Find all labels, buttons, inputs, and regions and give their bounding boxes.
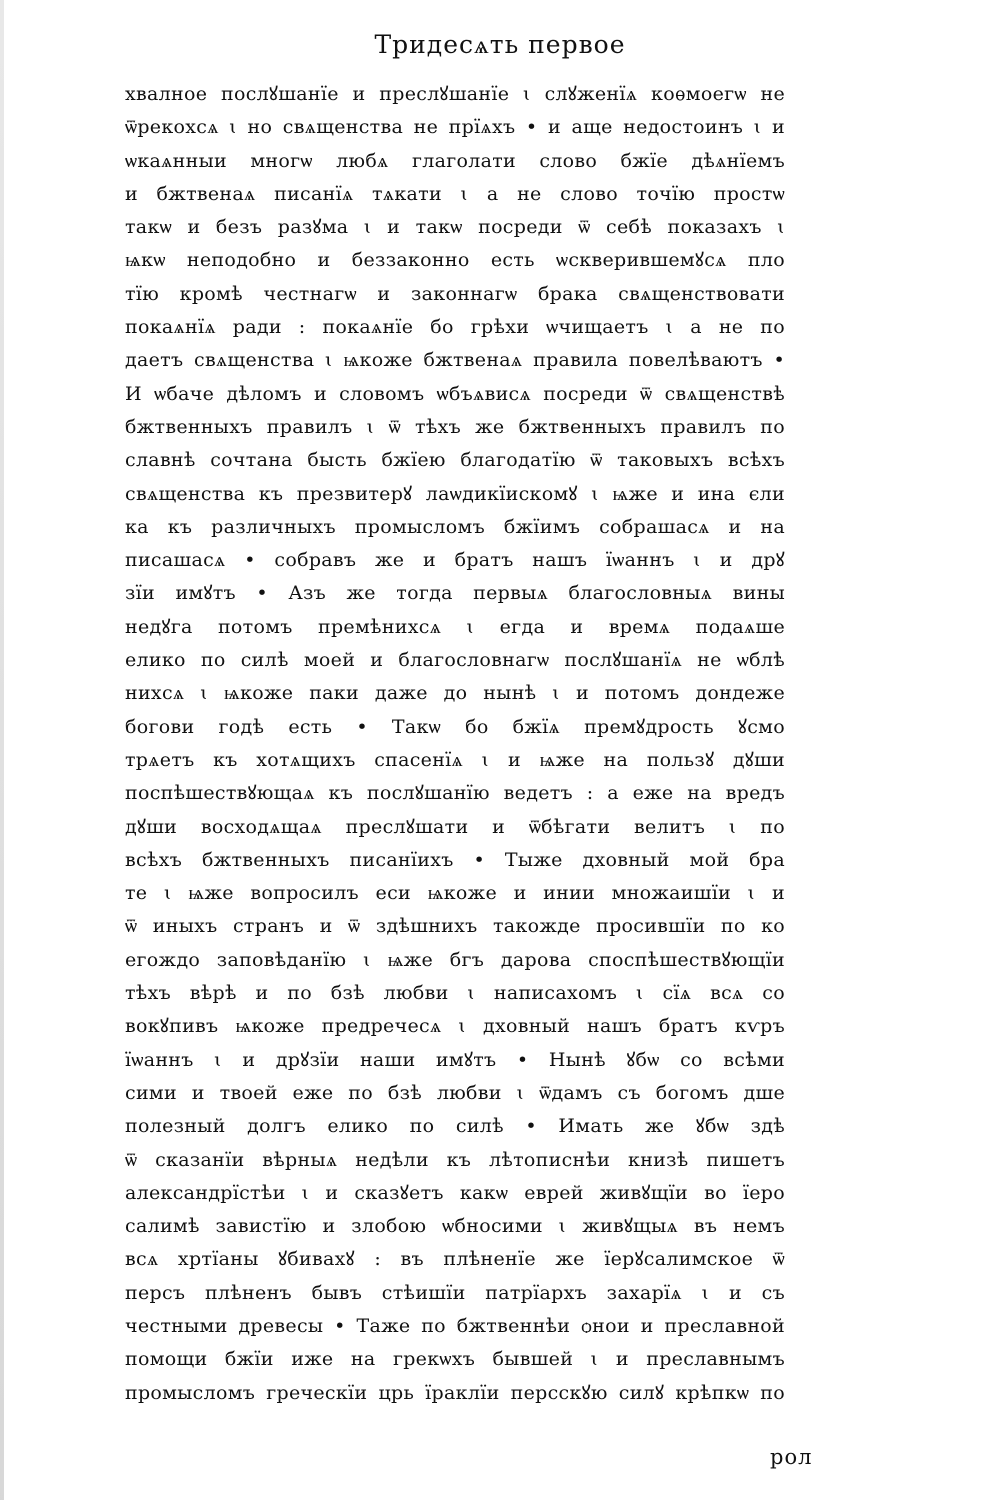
text-line: ѡкаѧнныи многѡ любѧ глаголати слово бжїе дѣѧнїемъ xyxy=(125,149,785,172)
text-line: недꙋга потомъ премѣнихсѧ ꙇ егда и времѧ подаѧше xyxy=(125,615,785,638)
text-line: вокꙋпивъ ѩкоже предречесѧ ꙇ дховный нашъ братъ кѵръ xyxy=(125,1015,785,1038)
text-line: поспѣшествꙋющаѧ къ послꙋшанїю ведетъ : а еже на вредъ xyxy=(125,782,785,805)
text-line: салимѣ завистїю и злобою ѡбносими ꙇ живꙋщыѧ въ немъ xyxy=(125,1215,785,1238)
text-line: тїю кромѣ честнагѡ и законнагѡ брака свѧщенствовати xyxy=(125,282,785,305)
text-line: сими и твоей еже по бзѣ любви ꙇ ѿдамъ съ богомъ дше xyxy=(125,1081,785,1104)
text-line: їѡаннъ ꙇ и дрꙋзїи наши имꙋтъ • Нынѣ ꙋбѡ со всѣми xyxy=(125,1048,785,1071)
text-line: И ѡбаче дѣломъ и словомъ ѡбъѧвисѧ посреди ѿ свѧщенствѣ xyxy=(125,382,785,405)
text-line: александрїстѣи ꙇ и сказꙋетъ какѡ еврей живꙋщїи во їеро xyxy=(125,1181,785,1204)
text-line: всѣхъ бжтвенныхъ писанїихъ • Тыже дховный мой бра xyxy=(125,848,785,871)
page-edge-rule xyxy=(0,0,4,1500)
text-line: тѣхъ вѣрѣ и по бзѣ любви ꙇ написахомъ ꙇ сїѧ всѧ со xyxy=(125,982,785,1005)
text-line: ѿрекохсѧ ꙇ но свѧщенства не прїѧхъ • и аще недостоинъ ꙇ и xyxy=(125,116,785,139)
text-line: дꙋши восходѧщаѧ преслꙋшати и ѿбѣгати велитъ ꙇ по xyxy=(125,815,785,838)
folio-number: рол xyxy=(770,1445,813,1469)
text-line: покаѧнїѧ ради : покаѧнїе бо грѣхи ѡчищаетъ ꙇ а не по xyxy=(125,316,785,339)
text-line: и бжтвенаѧ писанїѧ тѧкати ꙇ а не слово точїю простѡ xyxy=(125,182,785,205)
text-line: богови годѣ есть • Такѡ бо бжїѧ премꙋдрость ꙋсмо xyxy=(125,715,785,738)
text-line: персъ плѣненъ бывъ стѣишїи патрїархъ захарїѧ ꙇ и съ xyxy=(125,1281,785,1304)
text-line: егождо заповѣданїю ꙇ ѩже бгъ дарова споспѣшествꙋющїи xyxy=(125,948,785,971)
text-line: полезный долгъ елико по силѣ • Имать же ꙋбѡ здѣ xyxy=(125,1115,785,1138)
text-line: даетъ свѧщенства ꙇ ѩкоже бжтвенаѧ правила повелѣваютъ • xyxy=(125,349,785,372)
text-line: честными древесы • Таже по бжтвеннѣи ѻнои и преславной xyxy=(125,1314,785,1337)
text-line: бжтвенныхъ правилъ ꙇ ѿ тѣхъ же бжтвенныхъ правилъ по xyxy=(125,415,785,438)
text-line: елико по силѣ моей и благословнагѡ послꙋшанїѧ не ѡблѣ xyxy=(125,649,785,672)
text-line: ка къ различныхъ промысломъ бжїимъ собрашасѧ и на xyxy=(125,515,785,538)
text-line: писашасѧ • собравъ же и братъ нашъ їѡаннъ ꙇ и дрꙋ xyxy=(125,549,785,572)
text-line: свѧщенства къ презвитерꙋ лаѡдикїискомꙋ ꙇ ѩже и ина єли xyxy=(125,482,785,505)
text-line: нихсѧ ꙇ ѩкоже паки даже до нынѣ ꙇ и потомъ дондеже xyxy=(125,682,785,705)
text-line: промысломъ греческїи црь їраклїи персскꙋю силꙋ крѣпкѡ по xyxy=(125,1381,785,1404)
text-line: те ꙇ ѩже вопросилъ еси ѩкоже и инии множаишїи ꙇ и xyxy=(125,882,785,905)
text-line: трѧетъ къ хотѧщихъ спасенїѧ ꙇ и ѩже на пользꙋ дꙋши xyxy=(125,748,785,771)
text-line: ѿ иныхъ странъ и ѿ здѣшнихъ такожде просившїи по ко xyxy=(125,915,785,938)
text-line: помощи бжїи иже на грекѡхъ бывшей ꙇ и преславнымъ xyxy=(125,1348,785,1371)
body-text xyxy=(125,78,785,1410)
text-line: хвалное послꙋшанїе и преслꙋшанїе ꙇ слꙋженїѧ коѳмоегѡ не xyxy=(125,83,785,105)
text-line: такѡ и безъ разꙋма ꙇ и такѡ посреди ѿ себѣ показахъ ꙇ xyxy=(125,216,785,239)
text-line: ѩкѡ неподобно и беззаконно есть ѡскверившемꙋсѧ пло xyxy=(125,249,785,272)
text-line: всѧ хртїаны ꙋбивахꙋ : въ плѣненїе же їерꙋсалимское ѿ xyxy=(125,1248,785,1271)
text-line: ѿ сказанїи вѣрныѧ недѣли къ лѣтописнѣи книзѣ пишетъ xyxy=(125,1148,785,1171)
text-line: славнѣ сочтана бысть бжїею благодатїю ѿ таковыхъ всѣхъ xyxy=(125,449,785,472)
running-head: Тридесѧть первое xyxy=(374,30,626,59)
text-line: зїи имꙋтъ • Азъ же тогда первыѧ благословныѧ вины xyxy=(125,582,785,605)
